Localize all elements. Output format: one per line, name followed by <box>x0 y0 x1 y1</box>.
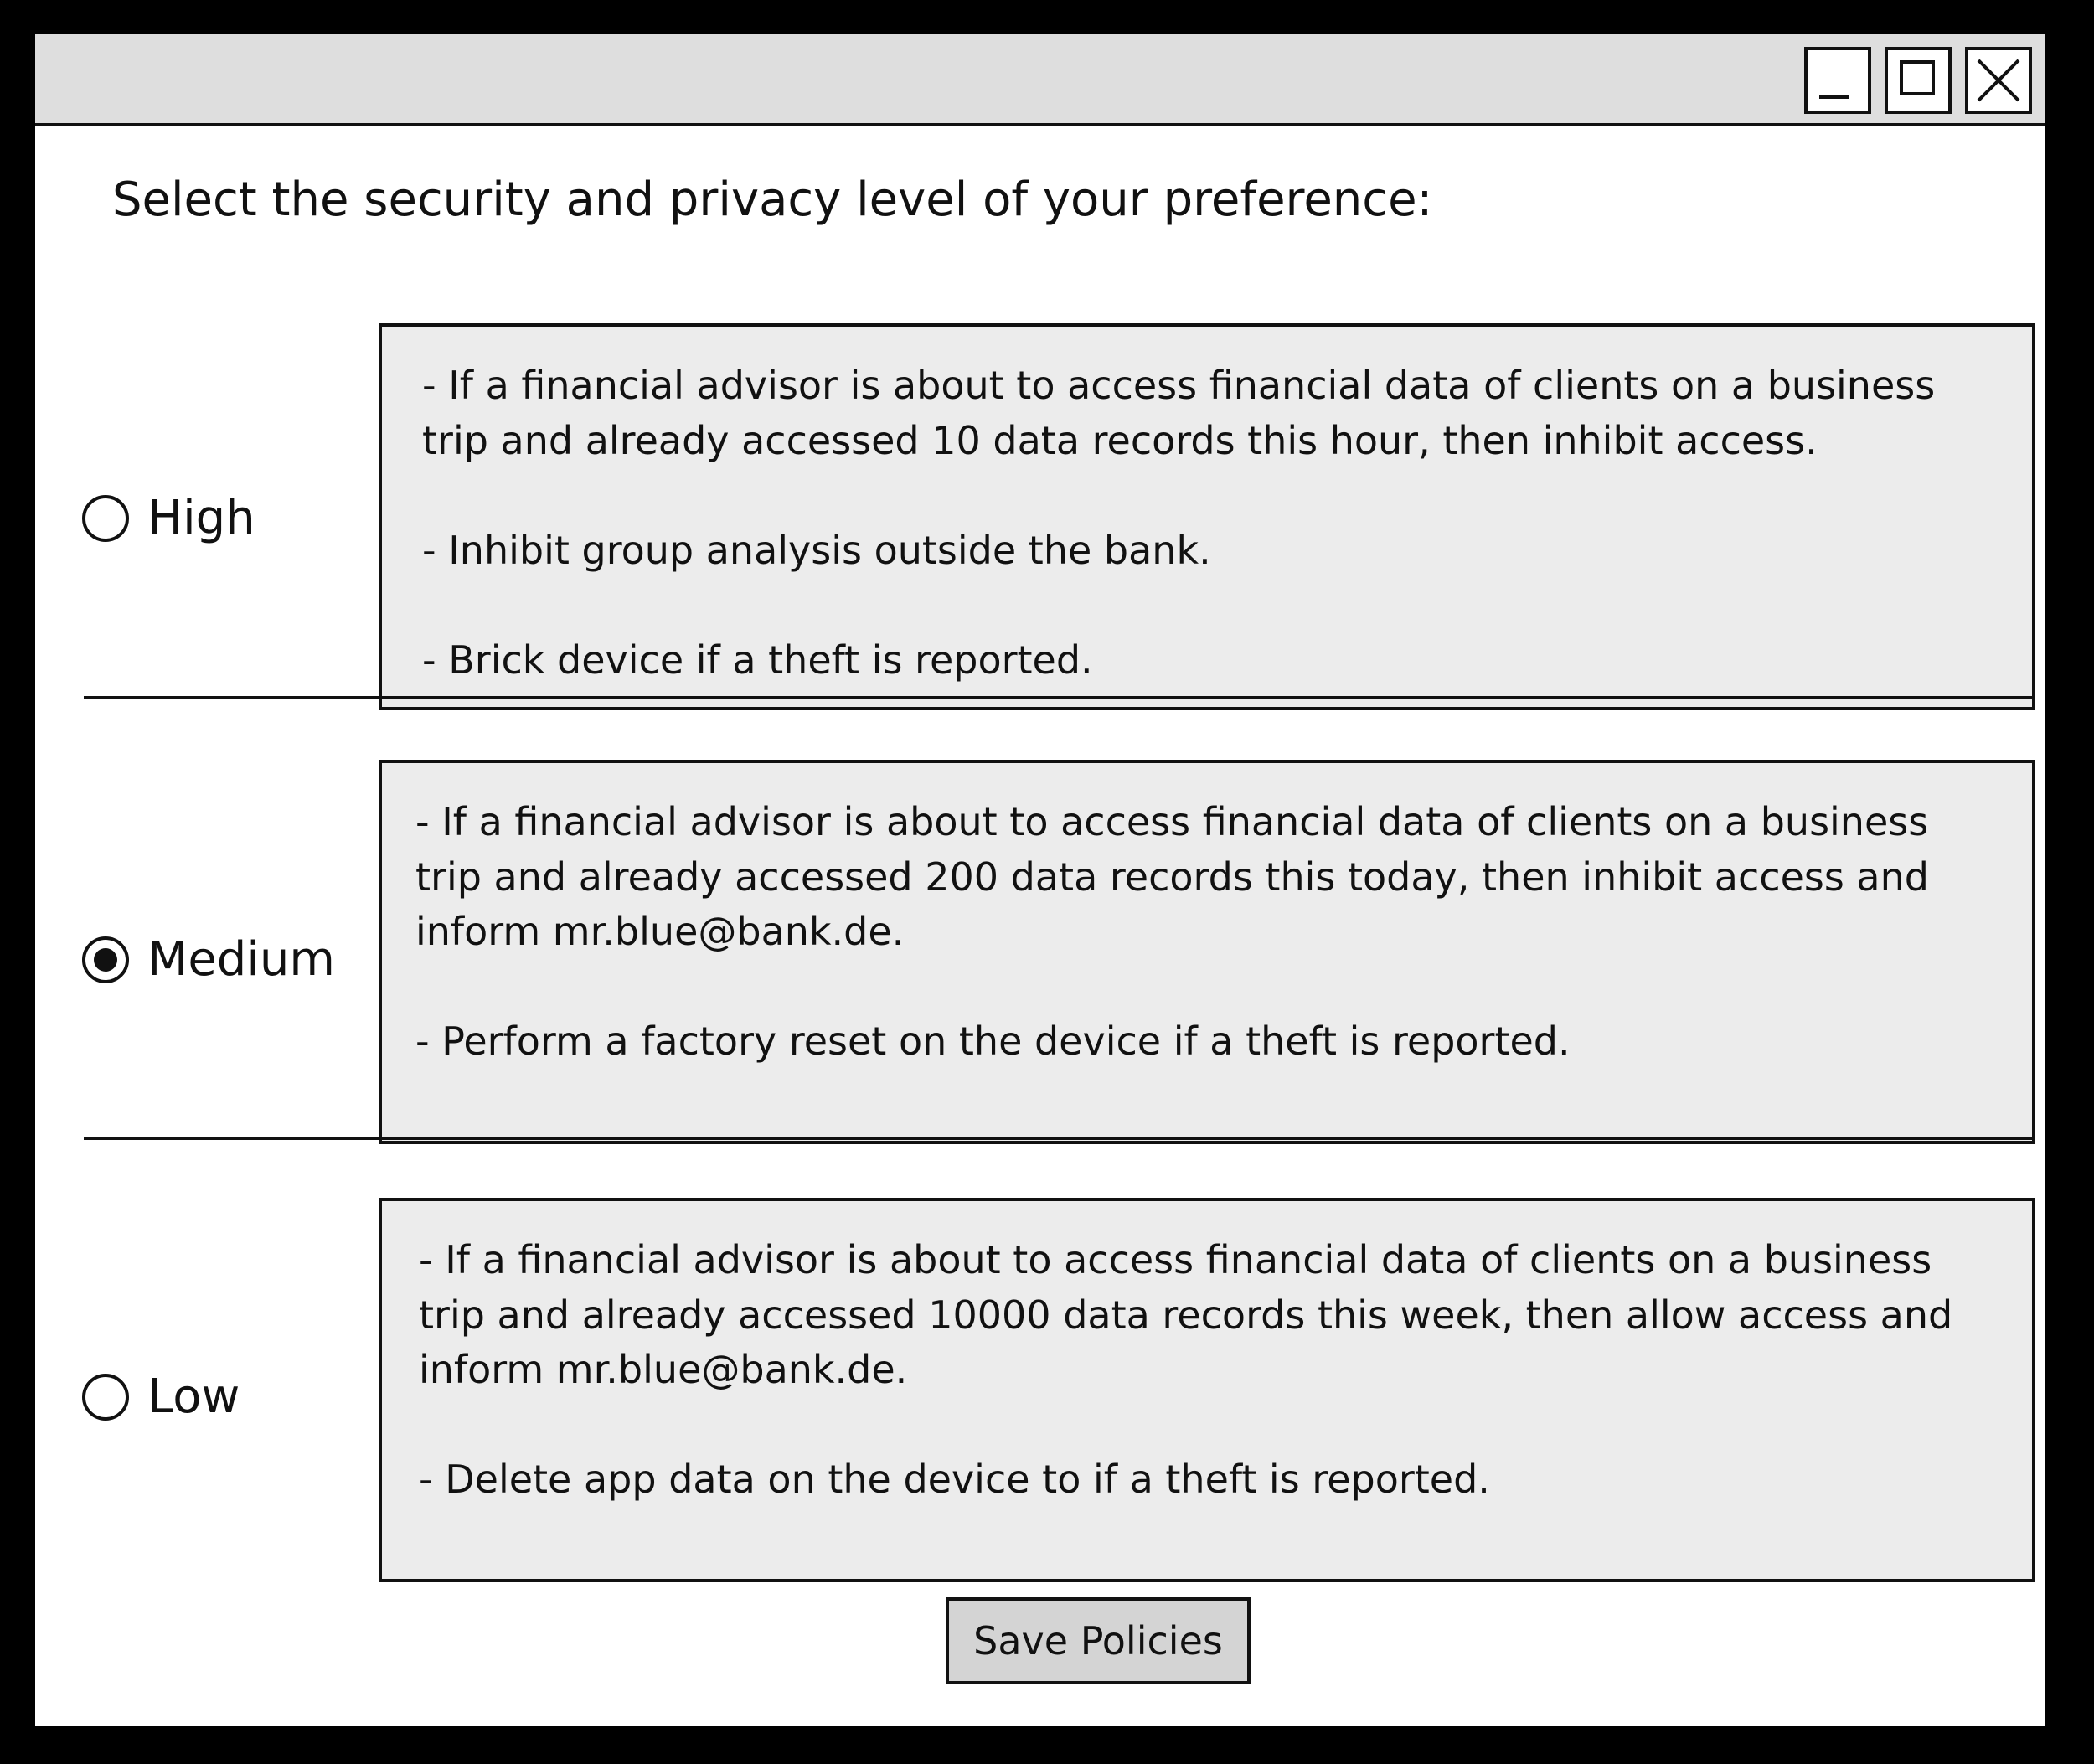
radio-option-medium[interactable] <box>82 931 335 989</box>
option-label-low: Low <box>147 1369 240 1424</box>
policy-text: - If a financial advisor is about to access financial data of clients on a business trip and already accessed 10 data records this hour, then inhibit access. <box>422 363 1936 463</box>
section-divider <box>84 696 2035 699</box>
app-window <box>35 34 2045 1726</box>
minimize-button[interactable] <box>1804 47 1871 114</box>
radio-button-low[interactable] <box>82 1374 129 1421</box>
close-icon <box>1968 50 2029 111</box>
policy-box-medium <box>379 760 2035 1144</box>
maximize-icon <box>1888 50 1948 111</box>
title-bar <box>35 34 2045 126</box>
policy-text: - Delete app data on the device to if a theft is reported. <box>419 1457 1490 1502</box>
page-prompt: Select the security and privacy level of your preference: <box>112 173 1433 227</box>
policy-box-high <box>379 323 2035 710</box>
maximize-button[interactable] <box>1885 47 1952 114</box>
minimize-icon <box>1808 50 1868 111</box>
policy-text: - Perform a factory reset on the device if a theft is reported. <box>415 1019 1570 1064</box>
radio-option-high[interactable] <box>82 489 255 548</box>
radio-selected-dot <box>94 948 117 972</box>
policy-box-low <box>379 1198 2035 1582</box>
policy-text: - Brick device if a theft is reported. <box>422 637 1093 683</box>
policy-text: - Inhibit group analysis outside the bank. <box>422 527 1211 573</box>
policy-text: - If a financial advisor is about to access financial data of clients on a business trip and already accessed 200 data records this today, then inhibit access and inform mr.blue@bank.de. <box>415 799 1929 954</box>
option-label-medium: Medium <box>147 932 335 987</box>
radio-button-medium[interactable] <box>82 936 129 983</box>
section-divider <box>84 1137 2035 1140</box>
close-button[interactable] <box>1965 47 2032 114</box>
save-policies-button[interactable]: Save Policies <box>946 1597 1251 1684</box>
policy-text: - If a financial advisor is about to access financial data of clients on a business trip and already accessed 10000 data records this week, then allow access and inform mr.blue@bank.de. <box>419 1237 1953 1392</box>
option-label-high: High <box>147 491 255 545</box>
radio-button-high[interactable] <box>82 495 129 542</box>
radio-option-low[interactable] <box>82 1368 240 1426</box>
